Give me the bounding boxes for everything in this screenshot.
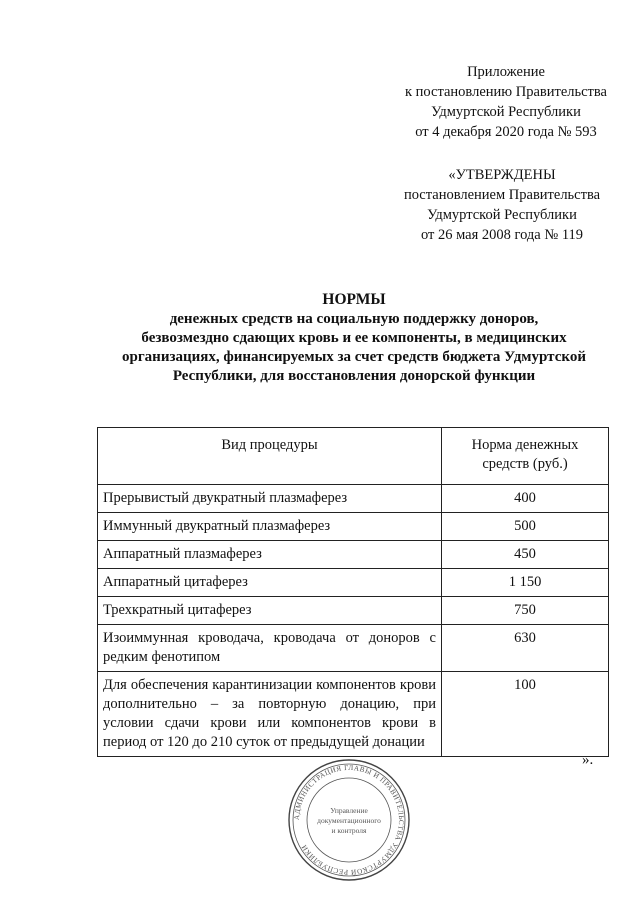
seal-center-line: и контроля — [331, 826, 367, 835]
procedure-name: Аппаратный плазмаферез — [98, 541, 442, 569]
approved-line: от 26 мая 2008 года № 119 — [420, 227, 584, 243]
table-row — [98, 569, 609, 597]
appendix-line: Удмуртской Республики — [431, 104, 581, 120]
table-row — [98, 597, 609, 625]
table-header-row — [98, 428, 609, 485]
closing-quote: ». — [582, 752, 594, 768]
appendix-line: Приложение — [467, 64, 545, 80]
approved-line: «УТВЕРЖДЕНЫ — [448, 167, 556, 183]
approved-block — [396, 165, 608, 245]
header-norm: Норма денежных средств (руб.) — [442, 428, 609, 485]
norm-value: 450 — [442, 541, 609, 569]
appendix-block — [400, 62, 612, 142]
procedure-name: Аппаратный цитаферез — [98, 569, 442, 597]
table-row — [98, 672, 609, 757]
table-row — [98, 513, 609, 541]
appendix-line: к постановлению Правительства — [405, 84, 607, 100]
table-row — [98, 485, 609, 513]
official-seal-stamp — [286, 757, 412, 883]
norm-value: 100 — [442, 672, 609, 757]
norms-table — [97, 427, 609, 757]
title-line: организациях, финансируемых за счет средств бюджета Удмуртской — [122, 349, 586, 365]
title-main: НОРМЫ — [322, 291, 386, 308]
seal-outer-text-path: АДМИНИСТРАЦИЯ ГЛАВЫ И ПРАВИТЕЛЬСТВА УДМУРТСКОЙ РЕСПУБЛИКИ — [292, 763, 406, 877]
appendix-line: от 4 декабря 2020 года № 593 — [415, 124, 597, 140]
approved-line: постановлением Правительства — [403, 187, 601, 203]
seal-center-line: документационного — [317, 816, 381, 825]
title-line: денежных средств на социальную поддержку доноров, — [169, 311, 539, 327]
procedure-name: Трехкратный цитаферез — [98, 597, 442, 625]
title-line: Республики, для восстановления донорской функции — [172, 368, 536, 384]
procedure-name: Изоиммунная кроводача, кроводача от доноров с редким фенотипом — [98, 625, 442, 672]
seal-center-line: Управление — [330, 806, 368, 815]
procedure-name: Иммунный двукратный плазмаферез — [98, 513, 442, 541]
norm-value: 500 — [442, 513, 609, 541]
procedure-name: Прерывистый двукратный плазмаферез — [98, 485, 442, 513]
document-title — [98, 290, 610, 386]
norm-value: 750 — [442, 597, 609, 625]
norm-value: 630 — [442, 625, 609, 672]
table-row — [98, 541, 609, 569]
table-row — [98, 625, 609, 672]
procedure-name: Для обеспечения карантинизации компонентов крови дополнительно – за повторную донацию, при условии сдачи крови или компонентов крови в период от 120 до 210 суток от предыдущей донации — [98, 672, 442, 757]
header-procedure: Вид процедуры — [98, 428, 442, 485]
norm-value: 400 — [442, 485, 609, 513]
norm-value: 1 150 — [442, 569, 609, 597]
title-line: безвозмездно сдающих кровь и ее компоненты, в медицинских — [141, 330, 567, 346]
approved-line: Удмуртской Республики — [427, 207, 577, 223]
